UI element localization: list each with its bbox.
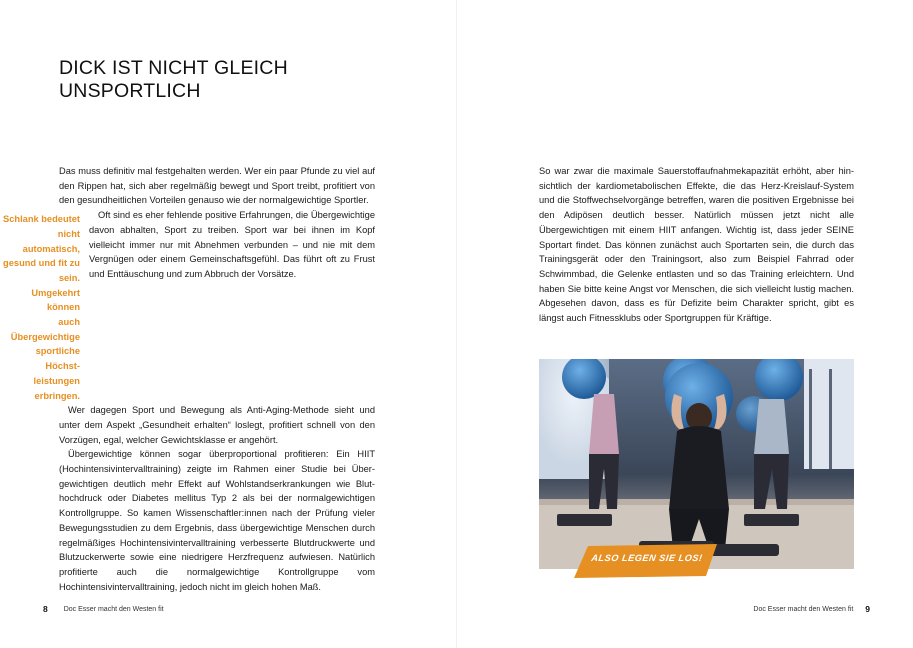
pullquote-line: auch Übergewichtige (10, 317, 80, 342)
pullquote-line: Umgekehrt können (31, 287, 80, 313)
stamp-text: ALSO LEGEN SIE LOS! (590, 553, 704, 563)
chapter-title (59, 57, 379, 103)
running-title-right: Doc Esser macht den Westen fit (753, 605, 854, 613)
left-page-body (3, 164, 375, 594)
pullquote (0, 208, 80, 403)
footer-left (43, 604, 164, 614)
pullquote-line: Schlank bedeutet (3, 214, 80, 225)
left-paragraph-3: Wer dagegen Sport und Bewegung als Anti-Aging-Methode sieht und unter dem Aspekt „Gesundheit erhalten“ loslegt, profitiert schnell von den Vorzügen, egal, welcher Gewichtsklasse er angehört. (59, 405, 375, 445)
right-page-body (539, 164, 854, 326)
right-paragraph-1: So war zwar die maximale Sauerstoffaufnahmekapazität erhöht, aber hinsichtlich der kardiometabolischen Effekte, die das Herz-Kreislauf-System und die Stoffwechselvorgänge betreffen, waren die positiven Ergebnisse bei den Adipösen deutlich besser. Natürlich müssen jetzt nicht alle Übergewichtigen mit einem HIIT anfangen. Wichtig ist, dass jeder SEINE Sportart findet. Das können zunächst auch Sportarten sein, die durch das Trainingsgerät oder den Trainingsort, also zum Beispiel Fahrrad oder Schwimmbad, die Gelenke entlasten und so das Training erleichtern. Und haben Sie bitte keine Angst vor Menschen, die sich vielleicht lustig machen. Abgesehen davon, dass es für Defizite beim Charakter spricht, gibt es längst auch Fitnessklubs oder Sportgruppen für Kräftige. (539, 166, 854, 324)
left-paragraph-1: Das muss definitiv mal festgehalten werden. Wer ein paar Pfunde zu viel auf den Rippen hat, sich aber regelmäßig bewegt und Sport treibt, profitiert von den gesundheitlichen Vorteilen genauso wie der normalgewichtige Sportler. (59, 166, 375, 206)
fitness-class-photo (539, 359, 854, 569)
pullquote-line: gesund und fit zu sein. (3, 258, 80, 283)
left-paragraph-2: Oft sind es eher fehlende positive Erfahrungen, die Übergewichtige davon abhalten, Sport zu treiben. Sport war bei ihnen im Kopf vielleicht immer nur mit Abnehmen verbunden – und nie mit dem Vergnügen oder einem Gemeinschaftsgefühl. Das führt oft zu Frust und Enttäuschung und zum Abbruch der Vorsätze. (89, 210, 375, 279)
chapter-title-line-1: DICK IST NICHT GLEICH (59, 57, 288, 79)
page-number-left: 8 (43, 604, 48, 614)
pullquote-line: leistungen erbringen. (33, 375, 80, 401)
chapter-title-line-2: UNSPORTLICH (59, 80, 201, 102)
pullquote-line: sportliche Höchst- (35, 346, 80, 372)
footer-right (753, 604, 870, 614)
pullquote-line: nicht automatisch, (22, 228, 80, 254)
page-gutter (456, 0, 457, 648)
left-paragraph-2-wrap (3, 208, 375, 401)
left-paragraph-4: Übergewichtige können sogar überproportional profitieren: Ein HIIT (Hochintensivintervalltraining) zeigte im Rahmen einer Studie bei Übergewichtigen deutlich mehr Effekt auf Wohlstandserkrankungen wie Bluthochdruck oder Diabetes mellitus Typ 2 als bei der normalgewichtigen Kontrollgruppe. So kamen Wissenschaftler:innen nach der Prüfung vieler Bewegungsstudien zu dem Ergebnis, dass übergewichtige Menschen durch regelmäßiges Hochintensivintervalltraining verbesserte Blutdruckwerte und Blutzuckerwerte sowie eine niedrigere Herzfrequenz aufwiesen. Natürlich profitierte auch die normalgewichtige Kontrollgruppe vom Hochintensivintervalltraining, jedoch nicht im gleich hohen Maß. (59, 449, 375, 592)
running-title-left: Doc Esser macht den Westen fit (63, 605, 164, 613)
page-number-right: 9 (865, 604, 870, 614)
